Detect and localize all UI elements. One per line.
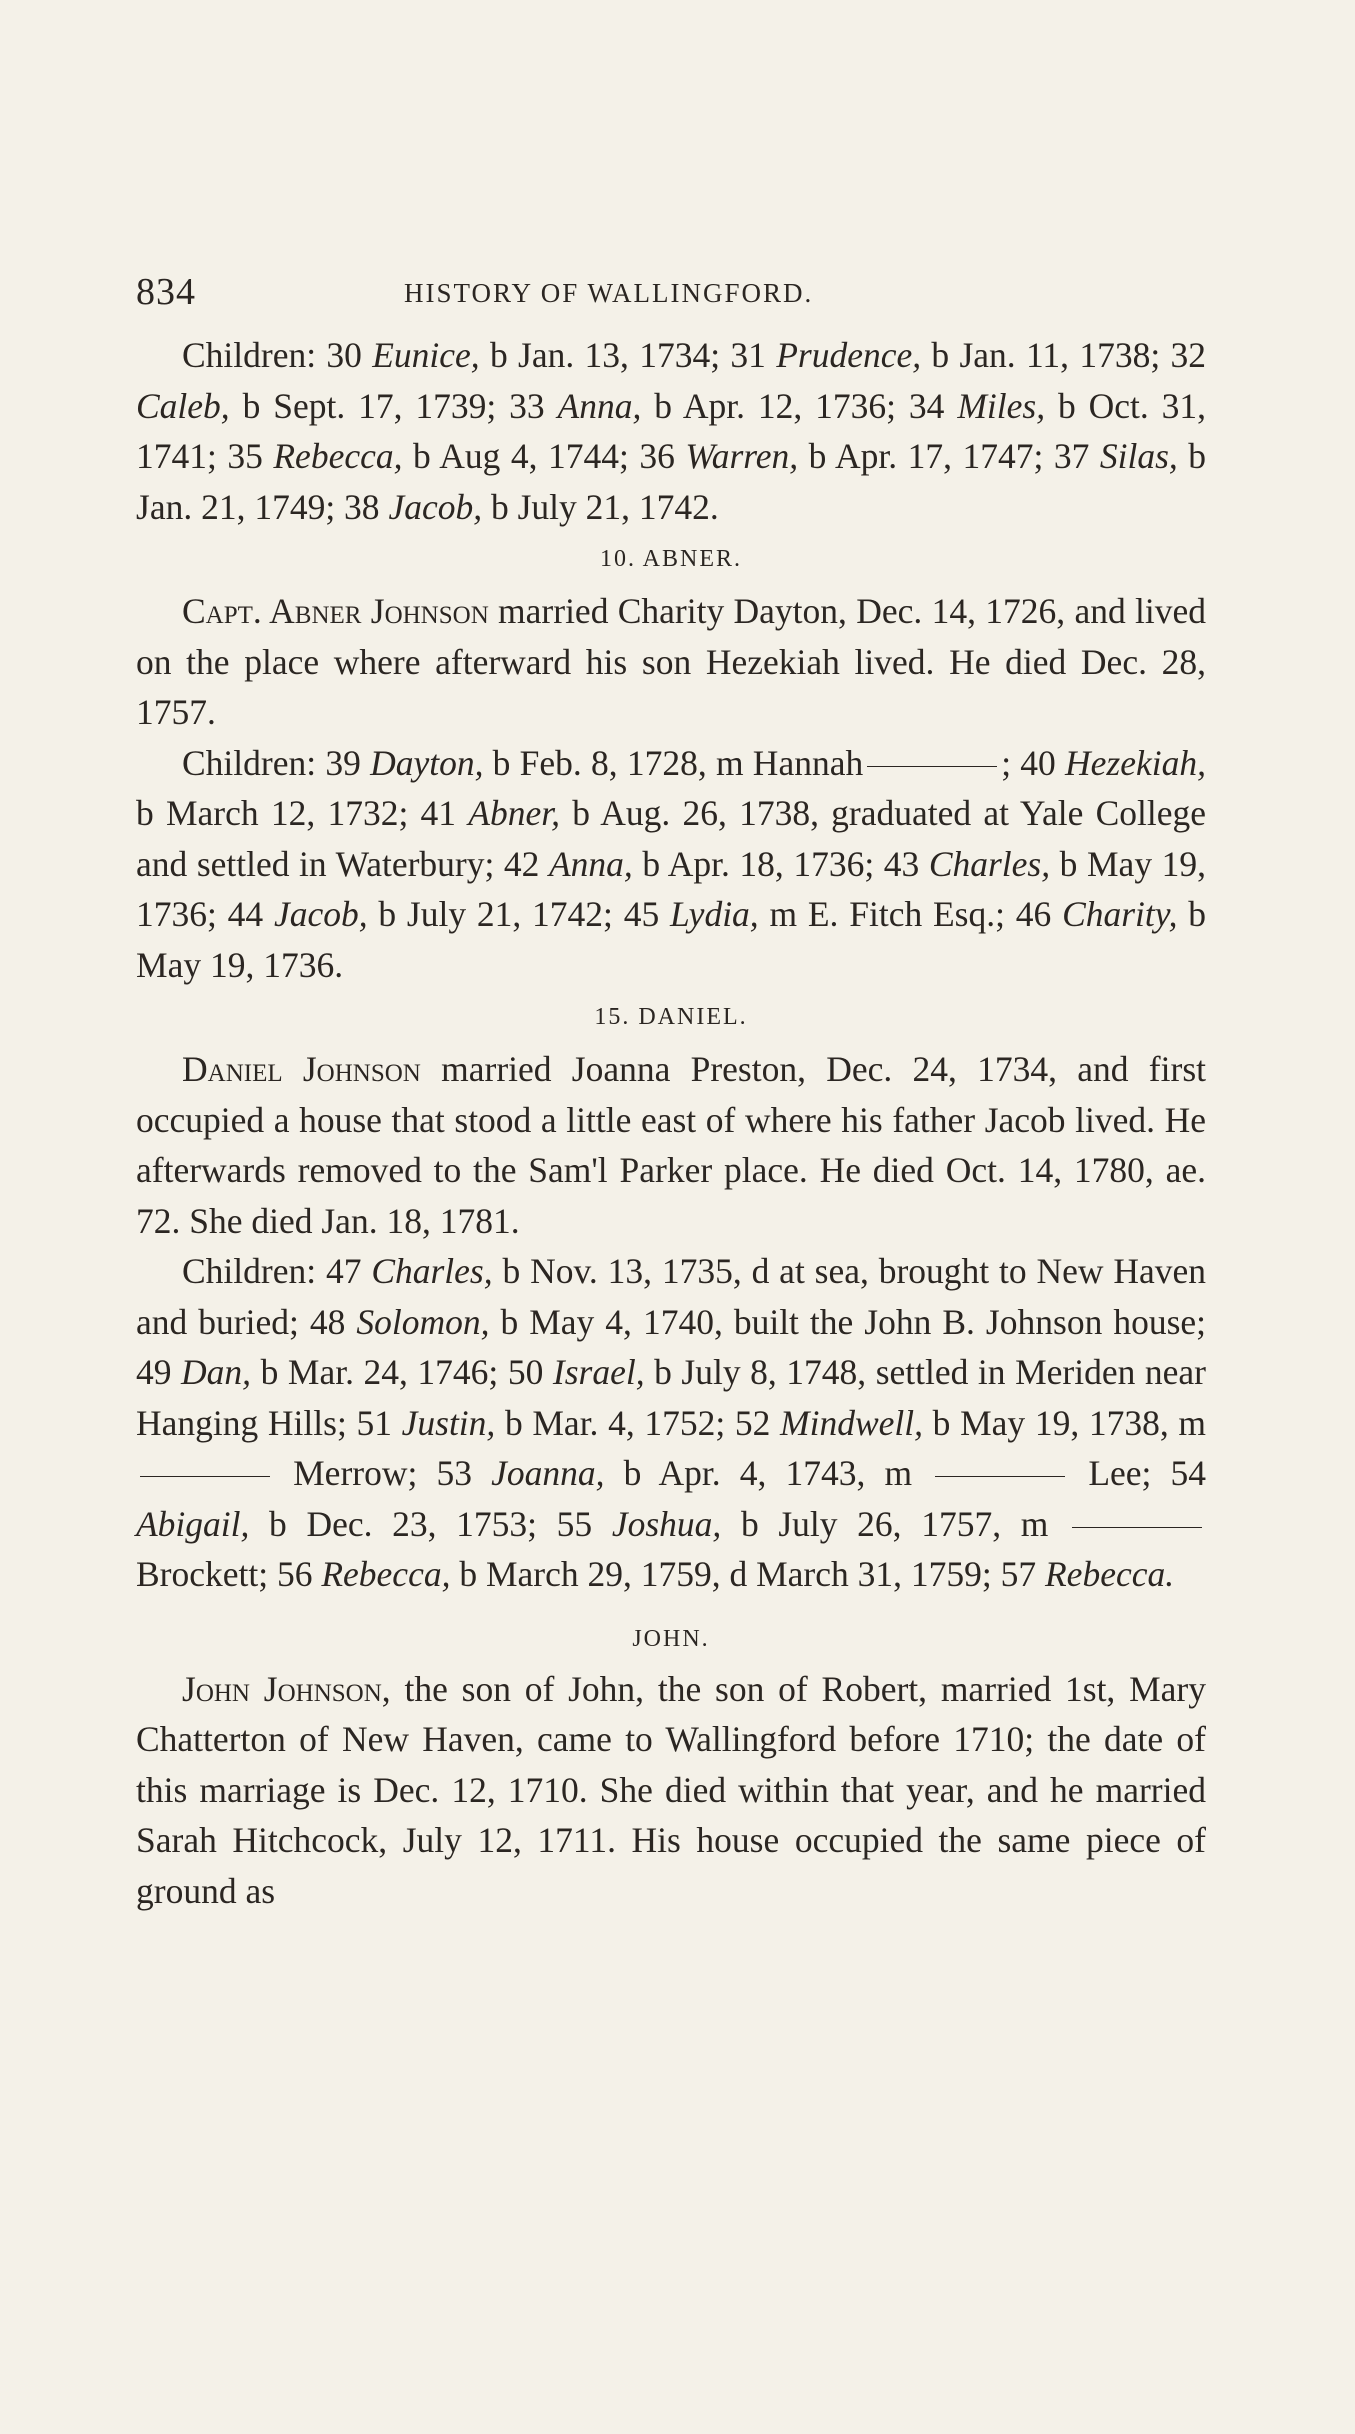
person-name-lead: John Johnson, <box>182 1668 391 1709</box>
jacob-children-paragraph <box>136 330 1206 532</box>
child-name: Abner, <box>468 793 560 833</box>
child-name: Abigail, <box>136 1503 250 1544</box>
text-run: b Apr. 17, 1747; 37 <box>798 436 1100 476</box>
child-name: Rebecca, <box>273 436 403 476</box>
blank-dash <box>1072 1527 1202 1528</box>
section-heading-abner: 10. ABNER. <box>599 546 742 572</box>
text-run: b Apr. 12, 1736; 34 <box>641 385 958 426</box>
child-name: Solomon, <box>356 1301 490 1342</box>
text-run: married Charity Dayton, Dec. 14, 1726, and lived on the place where afterward his son Hezekiah lived. He died Dec. 28, 1757. <box>136 591 1206 732</box>
section-heading-daniel: 15. DANIEL. <box>594 1004 748 1030</box>
text-run: b May 4, 1740, built the John B. Johnson house; 49 <box>136 1301 1207 1392</box>
child-name: Silas, <box>1099 436 1178 476</box>
text-run: m E. Fitch Esq.; 46 <box>758 894 1063 934</box>
child-name: Charity, <box>1062 894 1178 934</box>
text-run: b Mar. 24, 1746; 50 <box>251 1352 553 1392</box>
text-run: Merrow; 53 <box>274 1453 492 1493</box>
child-name: Anna, <box>557 385 642 426</box>
child-name: Miles, <box>957 385 1046 426</box>
text-run: b Jan. 13, 1734; 31 <box>479 335 777 375</box>
person-name-lead: Capt. Abner Johnson <box>182 591 489 631</box>
child-name: Warren, <box>685 436 799 476</box>
abner-children-paragraph <box>136 738 1206 991</box>
child-name: Hezekiah, <box>1065 742 1206 783</box>
child-name: Joshua, <box>611 1503 722 1544</box>
text-run: b July 21, 1742. <box>482 486 719 527</box>
text-run: b July 26, 1757, m <box>721 1503 1069 1544</box>
child-name: Dayton, <box>370 742 484 783</box>
child-name: Caleb, <box>136 385 230 426</box>
text-run: b July 21, 1742; 45 <box>367 894 670 934</box>
text-run: the son of John, the son of Robert, married 1st, Mary Chatterton of New Haven, came to Wallingford before 1710; the date of this marriage is Dec. 12, 1710. She died within that year, and he married Sarah Hitchcock, July 12, 1711. His house occupied the same piece of ground as <box>136 1668 1207 1911</box>
john-paragraph <box>136 1664 1206 1917</box>
child-name: Jacob, <box>388 486 483 527</box>
page-header <box>136 270 1206 330</box>
text-run: b Sept. 17, 1739; 33 <box>229 385 558 426</box>
child-name: Charles, <box>928 843 1051 884</box>
child-name: Eunice, <box>372 335 480 375</box>
child-name: Joanna, <box>491 1453 605 1493</box>
book-page <box>136 270 1206 1916</box>
text-run: Lee; 54 <box>1069 1453 1207 1493</box>
child-name: Jacob, <box>273 894 368 934</box>
child-name: Justin, <box>401 1402 496 1443</box>
text-run: married Joanna Preston, Dec. 24, 1734, and first occupied a house that stood a little east of where his father Jacob lived. He afterwards removed to the Sam'l Parker place. He died Oct. 14, 1780, ae. 72. She died Jan. 18, 1781. <box>136 1049 1206 1241</box>
child-name: Rebecca, <box>321 1554 451 1594</box>
child-name: Lydia, <box>670 894 759 934</box>
text-run: b Aug. 26, 1738, graduated at Yale College and settled in Waterbury; 42 <box>136 793 1206 884</box>
text-run: b Aug 4, 1744; 36 <box>402 436 686 476</box>
text-run: b Jan. 11, 1738; 32 <box>921 335 1206 375</box>
running-title: HISTORY OF WALLINGFORD. <box>404 278 814 308</box>
text-run: b Jan. 21, 1749; 38 <box>136 436 1207 527</box>
text-run: b Dec. 23, 1753; 55 <box>249 1503 612 1544</box>
abner-paragraph <box>136 586 1206 738</box>
text-run: b May 19, 1736. <box>136 894 1207 985</box>
blank-dash <box>867 766 997 767</box>
text-run: b March 29, 1759, d March 31, 1759; 57 <box>450 1554 1045 1594</box>
text-run: b May 19, 1736; 44 <box>136 843 1206 934</box>
child-name: Prudence, <box>776 335 922 375</box>
child-name: Israel, <box>552 1352 645 1392</box>
text-run: Children: 47 <box>182 1251 372 1291</box>
text-run: Children: 39 <box>182 742 371 783</box>
text-run: ; 40 <box>1001 742 1066 783</box>
text-run: b Mar. 4, 1752; 52 <box>495 1402 781 1443</box>
text-run: b July 8, 1748, settled in Meriden near Hanging Hills; 51 <box>136 1352 1206 1443</box>
child-name: Charles, <box>371 1251 493 1291</box>
child-name: Anna, <box>548 843 633 884</box>
text-run: b Apr. 4, 1743, m <box>604 1453 932 1493</box>
blank-dash <box>140 1476 270 1477</box>
person-name-lead: Daniel Johnson <box>182 1049 421 1089</box>
text-run: b Feb. 8, 1728, m Hannah <box>483 742 864 783</box>
section-heading-john: JOHN. <box>632 1625 710 1652</box>
child-name: Dan, <box>181 1352 252 1392</box>
text-run: b Oct. 31, 1741; 35 <box>136 385 1207 476</box>
daniel-children-paragraph <box>136 1246 1206 1600</box>
blank-dash <box>935 1476 1065 1477</box>
text-run: b March 12, 1732; 41 <box>136 793 469 833</box>
text-run: b Apr. 18, 1736; 43 <box>632 843 929 884</box>
text-run: b Nov. 13, 1735, d at sea, brought to New Haven and buried; 48 <box>136 1251 1206 1342</box>
text-run: Children: 30 <box>182 335 373 375</box>
text-run: b May 19, 1738, m <box>923 1402 1206 1443</box>
page-number: 834 <box>136 271 196 313</box>
child-name: Mindwell, <box>780 1402 924 1443</box>
text-run: Brockett; 56 <box>136 1554 322 1594</box>
child-name: Rebecca. <box>1045 1554 1175 1594</box>
daniel-paragraph <box>136 1044 1206 1246</box>
